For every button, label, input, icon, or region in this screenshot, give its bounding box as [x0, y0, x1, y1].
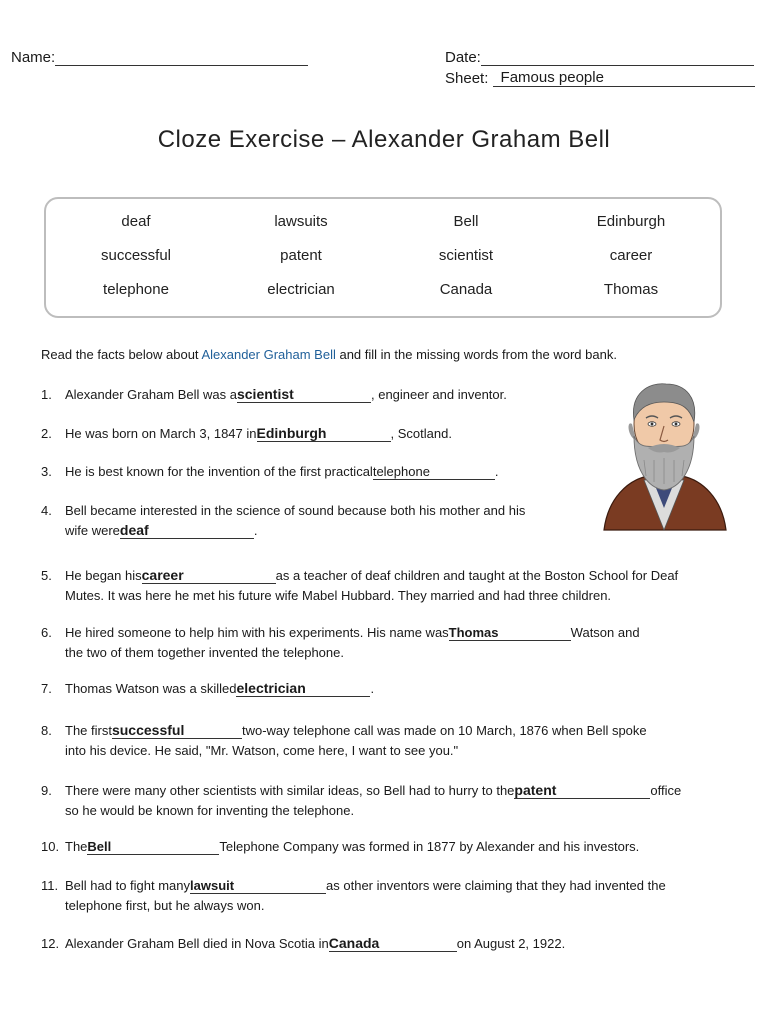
- word-bank-item: scientist: [438, 247, 494, 264]
- answer-blank[interactable]: Edinburgh: [257, 426, 391, 442]
- instructions: Read the facts below about Alexander Graham Bell and fill in the missing words from the word bank.: [41, 347, 617, 362]
- word-bank-item: Edinburgh: [596, 213, 666, 230]
- answer-blank[interactable]: Canada: [329, 936, 457, 952]
- word-bank-item: deaf: [121, 213, 151, 230]
- question-12: 12. Alexander Graham Bell died in Nova Scotia inCanada on August 2, 1922.: [41, 935, 566, 951]
- word-bank-item: patent: [280, 247, 322, 264]
- sheet-label: Sheet:: [445, 70, 489, 87]
- name-line[interactable]: [55, 49, 308, 66]
- question-1: 1. Alexander Graham Bell was ascientist , engineer and inventor.: [41, 386, 507, 402]
- question-5: 5. He began hiscareer as a teacher of deaf children and taught at the Boston School for Deaf Mutes. It was here he met his future wife Mabel Hubbard. They married and had three children.: [41, 567, 679, 603]
- question-7: 7. Thomas Watson was a skilledelectrician .: [41, 680, 375, 696]
- word-bank-item: Canada: [439, 281, 493, 298]
- question-6: 6. He hired someone to help him with his experiments. His name wasThomas Watson and the two of them together invented the telephone.: [41, 625, 640, 660]
- question-2: 2. He was born on March 3, 1847 inEdinburgh , Scotland.: [41, 425, 452, 441]
- question-8: 8. The firstsuccessful two-way telephone call was made on 10 March, 1876 when Bell spoke into his device. He said, "Mr. Watson, come here, I want to see you.": [41, 722, 647, 758]
- name-field: [11, 49, 308, 66]
- question-3: 3. He is best known for the invention of the first practicaltelephone .: [41, 464, 499, 479]
- answer-blank[interactable]: telephone: [373, 464, 495, 480]
- question-9: 9. There were many other scientists with similar ideas, so Bell had to hurry to thepatent office so he would be known for inventing the telephone.: [41, 782, 682, 818]
- page-title: Cloze Exercise – Alexander Graham Bell: [157, 126, 611, 153]
- date-field: [445, 49, 754, 66]
- word-bank-item: Thomas: [603, 281, 659, 298]
- date-line[interactable]: [481, 49, 754, 66]
- name-label: Name:: [11, 49, 56, 66]
- sheet-field: [445, 69, 755, 87]
- answer-blank[interactable]: career: [142, 568, 276, 584]
- answer-blank[interactable]: successful: [112, 723, 242, 739]
- answer-blank[interactable]: electrician: [236, 681, 370, 697]
- answer-blank[interactable]: patent: [514, 783, 650, 799]
- answer-blank[interactable]: Bell: [87, 839, 219, 855]
- word-bank: [44, 197, 722, 318]
- bearded-man-portrait-icon: [598, 380, 730, 538]
- bell-link[interactable]: Alexander Graham Bell: [201, 347, 336, 362]
- date-label: Date:: [445, 49, 481, 66]
- word-bank-item: electrician: [267, 281, 335, 298]
- word-bank-item: telephone: [103, 281, 169, 298]
- word-bank-item: successful: [100, 247, 172, 264]
- word-bank-item: career: [609, 247, 653, 264]
- answer-blank[interactable]: deaf: [120, 523, 254, 539]
- word-bank-item: Bell: [453, 213, 479, 230]
- answer-blank[interactable]: lawsuit: [190, 878, 326, 894]
- answer-blank[interactable]: Thomas: [449, 625, 571, 641]
- question-11: 11. Bell had to fight manylawsuit as other inventors were claiming that they had invented the telephone first, but he always won.: [41, 878, 666, 913]
- question-10: 10. TheBell Telephone Company was formed in 1877 by Alexander and his investors.: [41, 839, 640, 854]
- question-4: 4. Bell became interested in the science of sound because both his mother and his wife weredeaf .: [41, 503, 526, 538]
- word-bank-item: lawsuits: [274, 213, 328, 230]
- sheet-value: Famous people: [493, 69, 755, 87]
- answer-blank[interactable]: scientist: [237, 387, 371, 403]
